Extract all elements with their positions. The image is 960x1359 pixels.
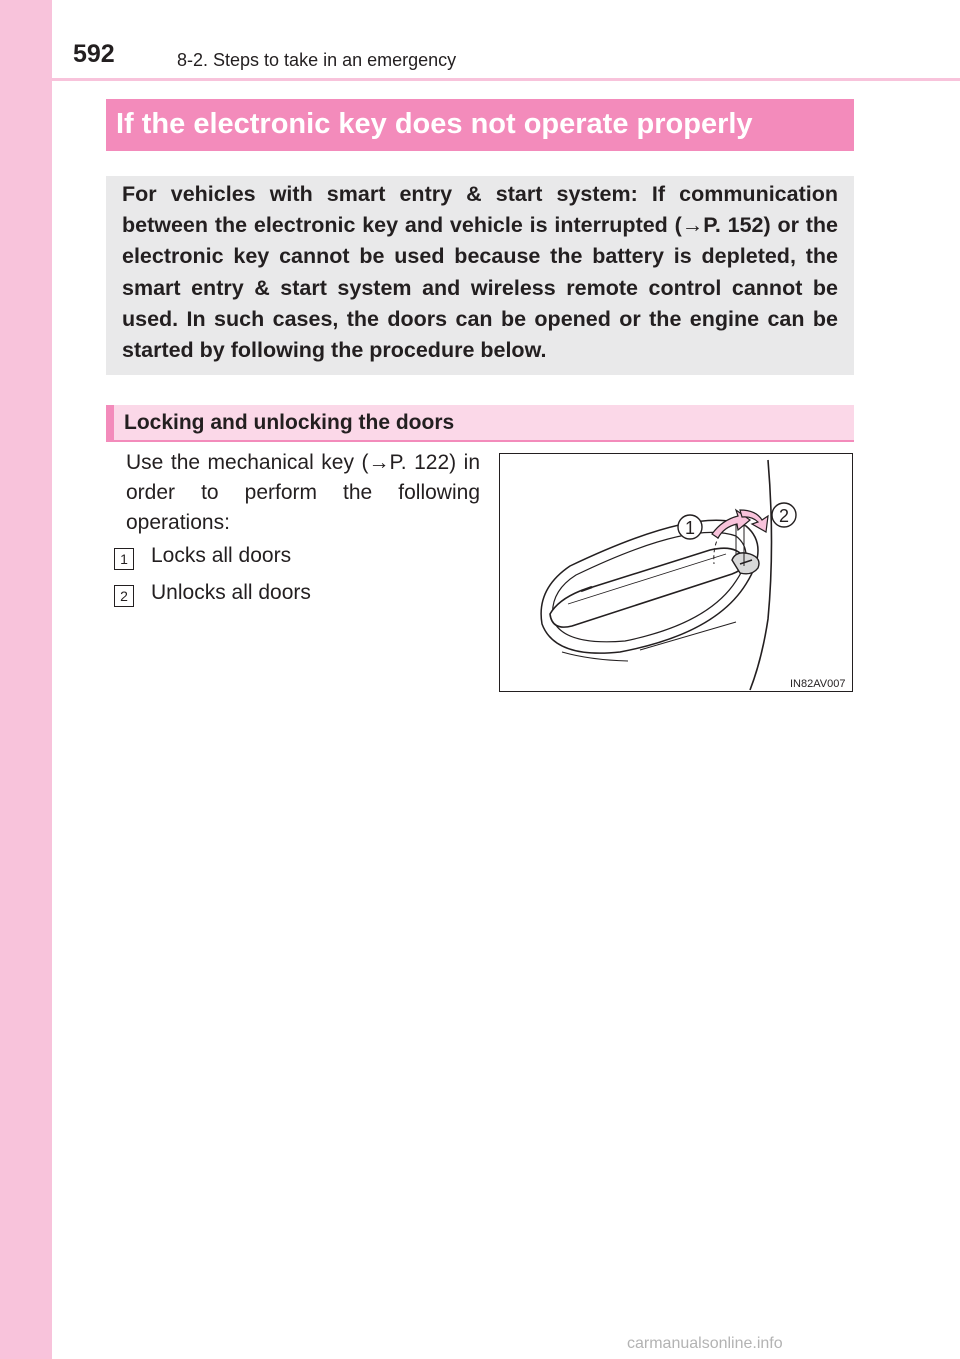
step-text: Unlocks all doors <box>151 581 311 604</box>
door-handle-figure <box>499 453 853 692</box>
intro-box <box>106 176 854 375</box>
header-rule <box>0 78 960 81</box>
door-handle-illustration <box>500 454 854 693</box>
step-text: Locks all doors <box>151 544 292 567</box>
side-strip <box>0 0 52 1359</box>
title-banner <box>106 99 854 151</box>
door-edge-line <box>750 460 772 690</box>
step-number-badge: 1 <box>114 548 134 570</box>
callout-2: 2 <box>778 506 790 526</box>
watermark: carmanualsonline.info <box>627 1335 783 1352</box>
callout-1: 1 <box>684 518 696 538</box>
header-band <box>0 0 960 80</box>
figure-code: IN82AV007 <box>790 678 846 690</box>
step-number-badge: 2 <box>114 585 134 607</box>
subsection-heading-text: Locking and unlocking the doors <box>124 411 455 434</box>
page-title: If the electronic key does not operate properly <box>116 108 753 140</box>
intro-text: For vehicles with smart entry & start system: If communication between the electronic key and vehicle is interrupted (→P. 152) or the electronic key cannot be used because the battery is depleted, the smart entry & start system and wireless remote control cannot be used. In such cases, the doors can be opened or the engine can be started by following the procedure below. <box>122 182 838 363</box>
section-label: 8-2. Steps to take in an emergency <box>177 50 457 70</box>
body-paragraph: Use the mechanical key (→P. 122) in order to perform the following operations: <box>126 451 480 534</box>
body-line <box>640 622 736 650</box>
page-number: 592 <box>73 40 115 68</box>
subsection-accent <box>106 405 114 442</box>
header-strip <box>0 0 52 80</box>
subsection-heading <box>106 405 854 442</box>
